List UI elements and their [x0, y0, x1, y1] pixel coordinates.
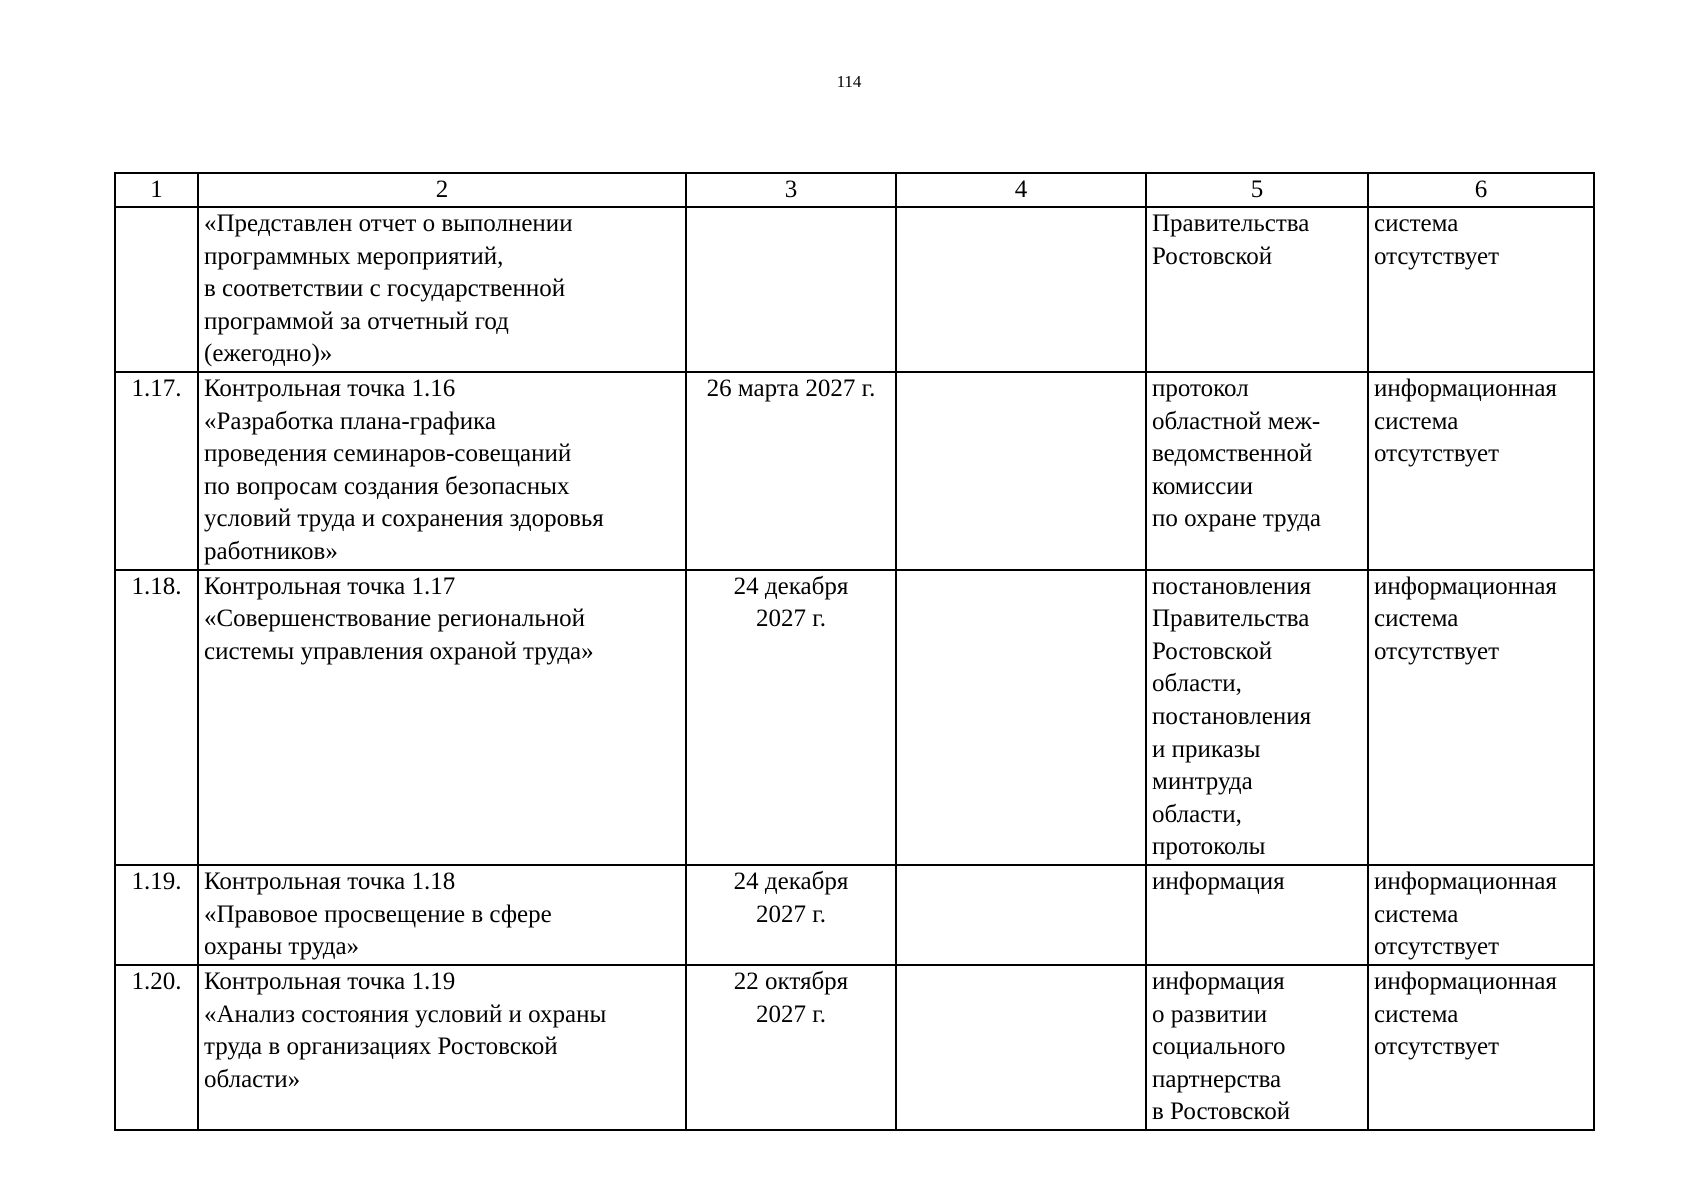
description-line: программой за отчетный год — [204, 307, 509, 335]
description-line: области» — [204, 1065, 301, 1093]
row-title: Контрольная точка 1.18 — [204, 867, 456, 895]
row-document — [1146, 965, 1368, 1130]
document-line: о развитии — [1152, 1000, 1268, 1028]
header-row — [115, 173, 1594, 207]
document-line: протокол — [1152, 375, 1249, 402]
description-line: «Правовое просвещение в сфере — [204, 900, 552, 928]
document-line: социального — [1152, 1033, 1286, 1061]
document-line: Ростовской — [1152, 637, 1273, 665]
document-line: ведомственной — [1152, 440, 1313, 468]
info-system-line: система — [1374, 407, 1459, 435]
row-info-system — [1368, 372, 1594, 570]
deadline-line: 2027 г. — [756, 1000, 826, 1028]
document-line: минтруда — [1152, 768, 1253, 796]
column-header: 3 — [686, 173, 896, 207]
row-column-4 — [896, 865, 1146, 965]
table-row — [115, 372, 1594, 570]
row-description — [198, 570, 686, 865]
info-system-line: система — [1374, 1000, 1459, 1028]
column-header: 2 — [198, 173, 686, 207]
row-column-4 — [896, 207, 1146, 372]
table-row — [115, 865, 1594, 965]
row-description — [198, 865, 686, 965]
row-column-4 — [896, 965, 1146, 1130]
document-line: по охране труда — [1152, 505, 1321, 533]
row-document — [1146, 865, 1368, 965]
document-line: областной меж- — [1152, 407, 1321, 435]
info-system-line: система — [1374, 605, 1459, 633]
column-header: 6 — [1368, 173, 1594, 207]
row-deadline — [686, 372, 896, 570]
row-deadline — [686, 570, 896, 865]
control-points-table — [114, 172, 1595, 1131]
description-line: «Анализ состояния условий и охраны — [204, 1000, 607, 1028]
description-line: труда в организациях Ростовской — [204, 1033, 558, 1061]
document-line: Правительства — [1152, 605, 1310, 633]
document-line: и приказы — [1152, 735, 1261, 763]
document-line: постановления — [1152, 572, 1312, 600]
document-line: протоколы — [1152, 833, 1266, 861]
info-system-line: отсутствует — [1374, 1033, 1500, 1061]
description-line: в соответствии с государственной — [204, 275, 566, 303]
document-line: информация — [1152, 867, 1285, 895]
row-info-system — [1368, 865, 1594, 965]
row-number: 1.19. — [115, 865, 198, 965]
deadline-line: 24 декабря — [733, 867, 849, 895]
description-line: программных мероприятий, — [204, 242, 504, 270]
row-deadline — [686, 207, 896, 372]
description-line: работников» — [204, 537, 338, 565]
info-system-line: информационная — [1374, 375, 1557, 402]
info-system-line: информационная — [1374, 867, 1557, 895]
info-system-line: информационная — [1374, 967, 1557, 995]
info-system-line: информационная — [1374, 572, 1557, 600]
row-document — [1146, 570, 1368, 865]
row-document — [1146, 372, 1368, 570]
table-row — [115, 965, 1594, 1130]
document-line: Правительства — [1152, 210, 1310, 237]
document-line: партнерства — [1152, 1065, 1282, 1093]
info-system-line: отсутствует — [1374, 242, 1500, 270]
row-number: 1.20. — [115, 965, 198, 1130]
deadline-line: 24 декабря — [733, 572, 849, 600]
description-line: охраны труда» — [204, 933, 360, 961]
deadline-line: 2027 г. — [756, 900, 826, 928]
info-system-line: система — [1374, 900, 1459, 928]
info-system-line: отсутствует — [1374, 637, 1500, 665]
row-description — [198, 207, 686, 372]
row-number — [115, 207, 198, 372]
document-line: Ростовской — [1152, 242, 1273, 270]
info-system-line: отсутствует — [1374, 440, 1500, 468]
description-line: (ежегодно)» — [204, 340, 333, 368]
deadline-line: 22 октября — [733, 967, 849, 995]
column-header: 5 — [1146, 173, 1368, 207]
row-title: Контрольная точка 1.19 — [204, 967, 456, 995]
row-deadline — [686, 865, 896, 965]
description-line: системы управления охраной труда» — [204, 637, 594, 665]
info-system-line: система — [1374, 210, 1459, 237]
row-info-system — [1368, 207, 1594, 372]
table-body — [115, 207, 1594, 1130]
document-line: информация — [1152, 967, 1285, 995]
deadline-line: 2027 г. — [756, 605, 826, 633]
column-header: 4 — [896, 173, 1146, 207]
row-deadline — [686, 965, 896, 1130]
column-header: 1 — [115, 173, 198, 207]
row-description — [198, 965, 686, 1130]
document-line: в Ростовской — [1152, 1098, 1291, 1126]
table-row — [115, 570, 1594, 865]
row-number: 1.18. — [115, 570, 198, 865]
row-title: Контрольная точка 1.17 — [204, 572, 456, 600]
row-document — [1146, 207, 1368, 372]
description-line: условий труда и сохранения здоровья — [204, 505, 604, 533]
document-line: области, — [1152, 800, 1242, 828]
table-row — [115, 207, 1594, 372]
row-number: 1.17. — [115, 372, 198, 570]
document-line: области, — [1152, 670, 1242, 698]
description-line: «Представлен отчет о выполнении — [204, 210, 573, 237]
document-line: постановления — [1152, 702, 1312, 730]
row-column-4 — [896, 570, 1146, 865]
row-title: Контрольная точка 1.16 — [204, 375, 456, 402]
row-info-system — [1368, 570, 1594, 865]
description-line: «Разработка плана-графика — [204, 407, 496, 435]
document-line: комиссии — [1152, 472, 1254, 500]
row-description — [198, 372, 686, 570]
page-number: 114 — [836, 72, 862, 91]
description-line: по вопросам создания безопасных — [204, 472, 570, 500]
info-system-line: отсутствует — [1374, 933, 1500, 961]
description-line: «Совершенствование региональной — [204, 605, 586, 633]
row-info-system — [1368, 965, 1594, 1130]
row-column-4 — [896, 372, 1146, 570]
deadline-line: 26 марта 2027 г. — [706, 375, 876, 402]
description-line: проведения семинаров-совещаний — [204, 440, 572, 468]
